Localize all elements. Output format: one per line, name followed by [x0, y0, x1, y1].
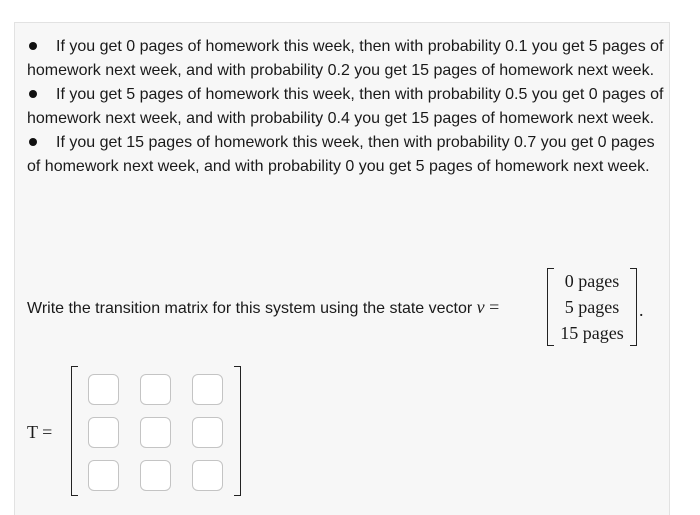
matrix-cell-3-3[interactable]: [192, 460, 223, 491]
question-panel: [14, 22, 670, 515]
state-vector-entry: 15 pages: [560, 323, 624, 343]
matrix-label: T =: [27, 422, 53, 442]
state-vector: [547, 268, 637, 346]
matrix-cell-1-2[interactable]: [140, 374, 171, 405]
bullet-dot-icon: [29, 42, 37, 50]
bullet-item: [27, 35, 667, 83]
matrix-cell-2-3[interactable]: [192, 417, 223, 448]
bullet-dot-icon: [29, 90, 37, 98]
state-vector-entry: 5 pages: [564, 297, 620, 317]
right-bracket: [630, 268, 637, 346]
question-prompt: [27, 295, 499, 321]
state-vector-entries: [555, 268, 629, 346]
matrix-cell-1-1[interactable]: [88, 374, 119, 405]
matrix-cell-1-3[interactable]: [192, 374, 223, 405]
matrix-cell-3-1[interactable]: [88, 460, 119, 491]
bullet-item: [27, 83, 667, 131]
left-bracket: [71, 366, 78, 496]
bullet-dot-icon: [29, 138, 37, 146]
question-text: Write the transition matrix for this system using the state vector: [27, 300, 473, 317]
bullet-item: [27, 131, 667, 179]
bullet-list: [27, 35, 667, 179]
bullet-text: If you get 15 pages of homework this week, then with probability 0.7 you get 0 pages of homework next week, and with probability 0 you get 5 pages of homework next week.: [27, 134, 655, 175]
state-vector-variable: v: [476, 297, 485, 317]
bullet-text: If you get 5 pages of homework this week, then with probability 0.5 you get 0 pages of homework next week, and with probability 0.4 you get 15 pages of homework next week.: [27, 86, 664, 127]
left-bracket: [547, 268, 554, 346]
equals-sign: =: [489, 297, 500, 317]
bullet-text: If you get 0 pages of homework this week, then with probability 0.1 you get 5 pages of homework next week, and with probability 0.2 you get 15 pages of homework next week.: [27, 38, 664, 79]
state-vector-entry: 0 pages: [564, 271, 620, 291]
matrix-cell-2-1[interactable]: [88, 417, 119, 448]
period: .: [639, 300, 644, 320]
matrix-cell-3-2[interactable]: [140, 460, 171, 491]
transition-matrix: [71, 366, 241, 496]
matrix-cell-2-2[interactable]: [140, 417, 171, 448]
right-bracket: [234, 366, 241, 496]
